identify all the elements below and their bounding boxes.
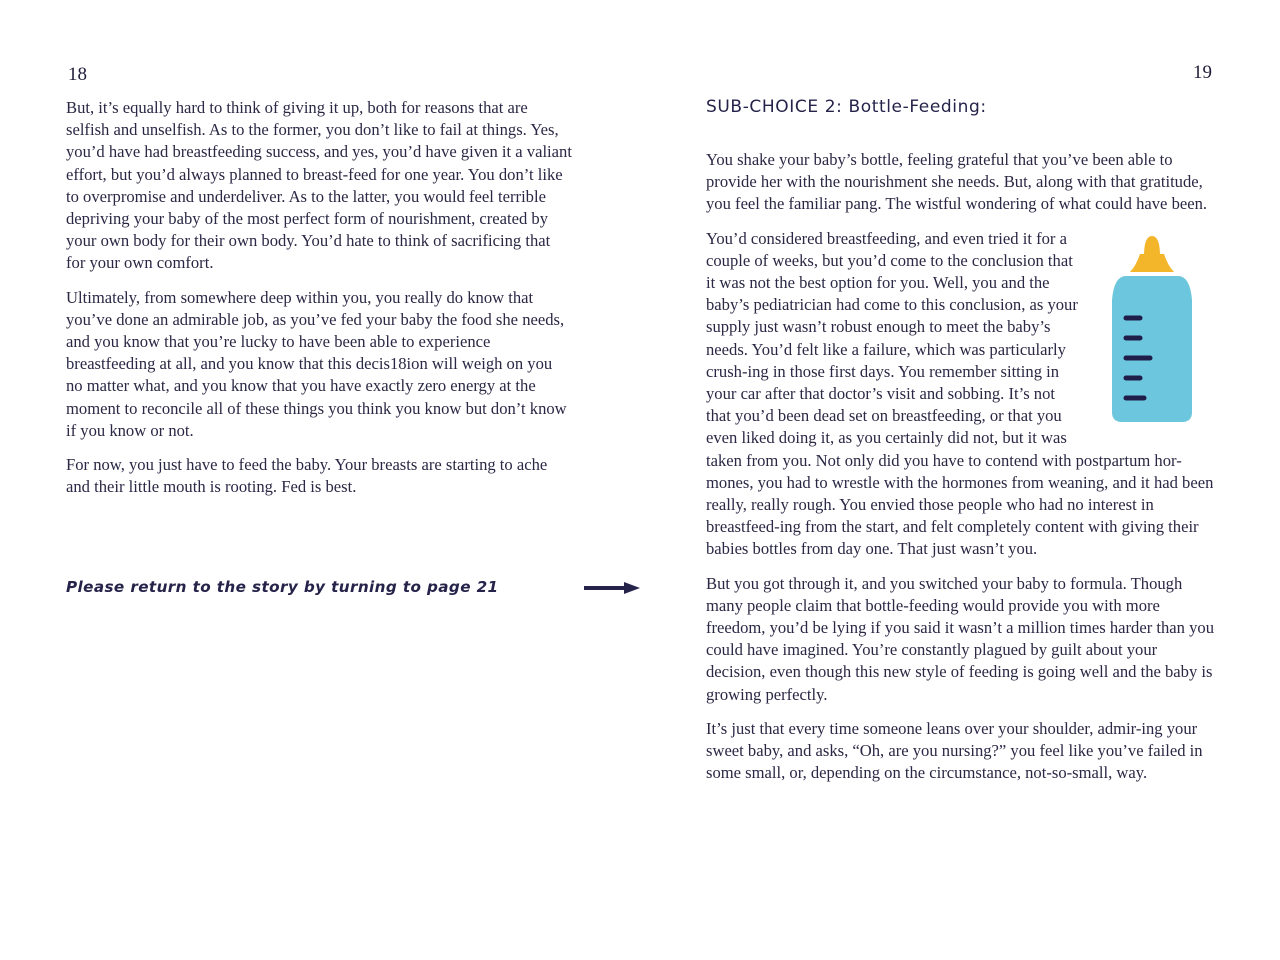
left-page <box>66 97 572 510</box>
right-paragraph-4: It’s just that every time someone leans over your shoulder, admir-ing your sweet baby, and asks, “Oh, are you nursing?” you feel like you’ve failed in some small, or, depending on the circumstance, not-so-small, way. <box>706 718 1203 783</box>
section-heading: SUB-CHOICE 2: Bottle-Feeding: <box>706 97 987 117</box>
return-to-story-text[interactable]: Please return to the story by turning to page 21 <box>66 578 499 596</box>
baby-bottle-icon <box>1086 236 1214 436</box>
bottle-body <box>1112 276 1192 422</box>
right-page <box>706 95 1214 796</box>
left-paragraph-2: Ultimately, from somewhere deep within you, you really do know that you’ve done an admirable job, as you’ve fed your baby the food she needs, and you know that you’re lucky to have been able to experience breastfeeding at all, and you know that this decis18ion will weigh on you no matter what, and you know that you have exactly zero energy at the moment to reconcile all of these things you think you know but don’t know if you know or not. <box>66 287 567 440</box>
right-paragraph-2-text: You’d considered breastfeeding, and even tried it for a couple of weeks, but you’d come to the conclusion that it was not the best option for you. Well, you and the baby’s pediatrician had come to this conclusion, as your supply just wasn’t robust enough to meet the baby’s needs. You’d felt like a failure, which was particularly crush-ing in those first days. You remember sitting in your car after that doctor’s visit and sobbing. It’s not that you’d been dead set on breastfeeding, or that you even liked doing it, as you certainly did not, but it was taken from you. Not only did you have to contend with postpartum hor-mones, you had to wrestle with the hormones from weaning, and it had been really, really rough. You envied those people who had no interest in breastfeed-ing from the start, and felt completely content with giving their babies bottles from day one. That just wasn’t you. <box>706 228 1214 559</box>
arrow-right-icon <box>584 580 640 596</box>
right-paragraph-2 <box>706 228 1214 561</box>
right-paragraph-1: You shake your baby’s bottle, feeling grateful that you’ve been able to provide her with the nourishment she needs. But, along with that gratitude, you feel the familiar pang. The wistful wondering of what could have been. <box>706 150 1208 214</box>
left-paragraph-1: But, it’s equally hard to think of giving it up, both for reasons that are selfish and unselfish. As to the former, you don’t like to fail at things. Yes, you’d have had breastfeeding success, and yes, you’d have given it a valiant effort, but you’d always planned to breast-feed for one year. You don’t like to overpromise and underdeliver. As to the latter, you would feel terrible depriving your baby of the most perfect form of nourishment, created by your own body for their own body. You’d hate to think of sacrificing that for your own comfort. <box>66 98 572 273</box>
page-number-left: 18 <box>68 64 87 85</box>
bottle-nipple-base <box>1130 254 1174 272</box>
baby-bottle-illustration <box>1086 228 1214 436</box>
bottle-nipple-tip <box>1144 236 1160 256</box>
return-to-story-link[interactable] <box>66 576 576 600</box>
left-paragraph-3: For now, you just have to feed the baby. Your breasts are starting to ache and their little mouth is rooting. Fed is best. <box>66 455 548 497</box>
right-paragraph-3: But you got through it, and you switched your baby to formula. Though many people claim that bottle-feeding would provide you with more freedom, you’d be lying if you said it wasn’t a million times harder than you could have imagined. You’re constantly plagued by guilt about your decision, even though this new style of feeding is going well and the baby is growing perfectly. <box>706 573 1215 704</box>
page-number-right: 19 <box>1193 62 1212 83</box>
